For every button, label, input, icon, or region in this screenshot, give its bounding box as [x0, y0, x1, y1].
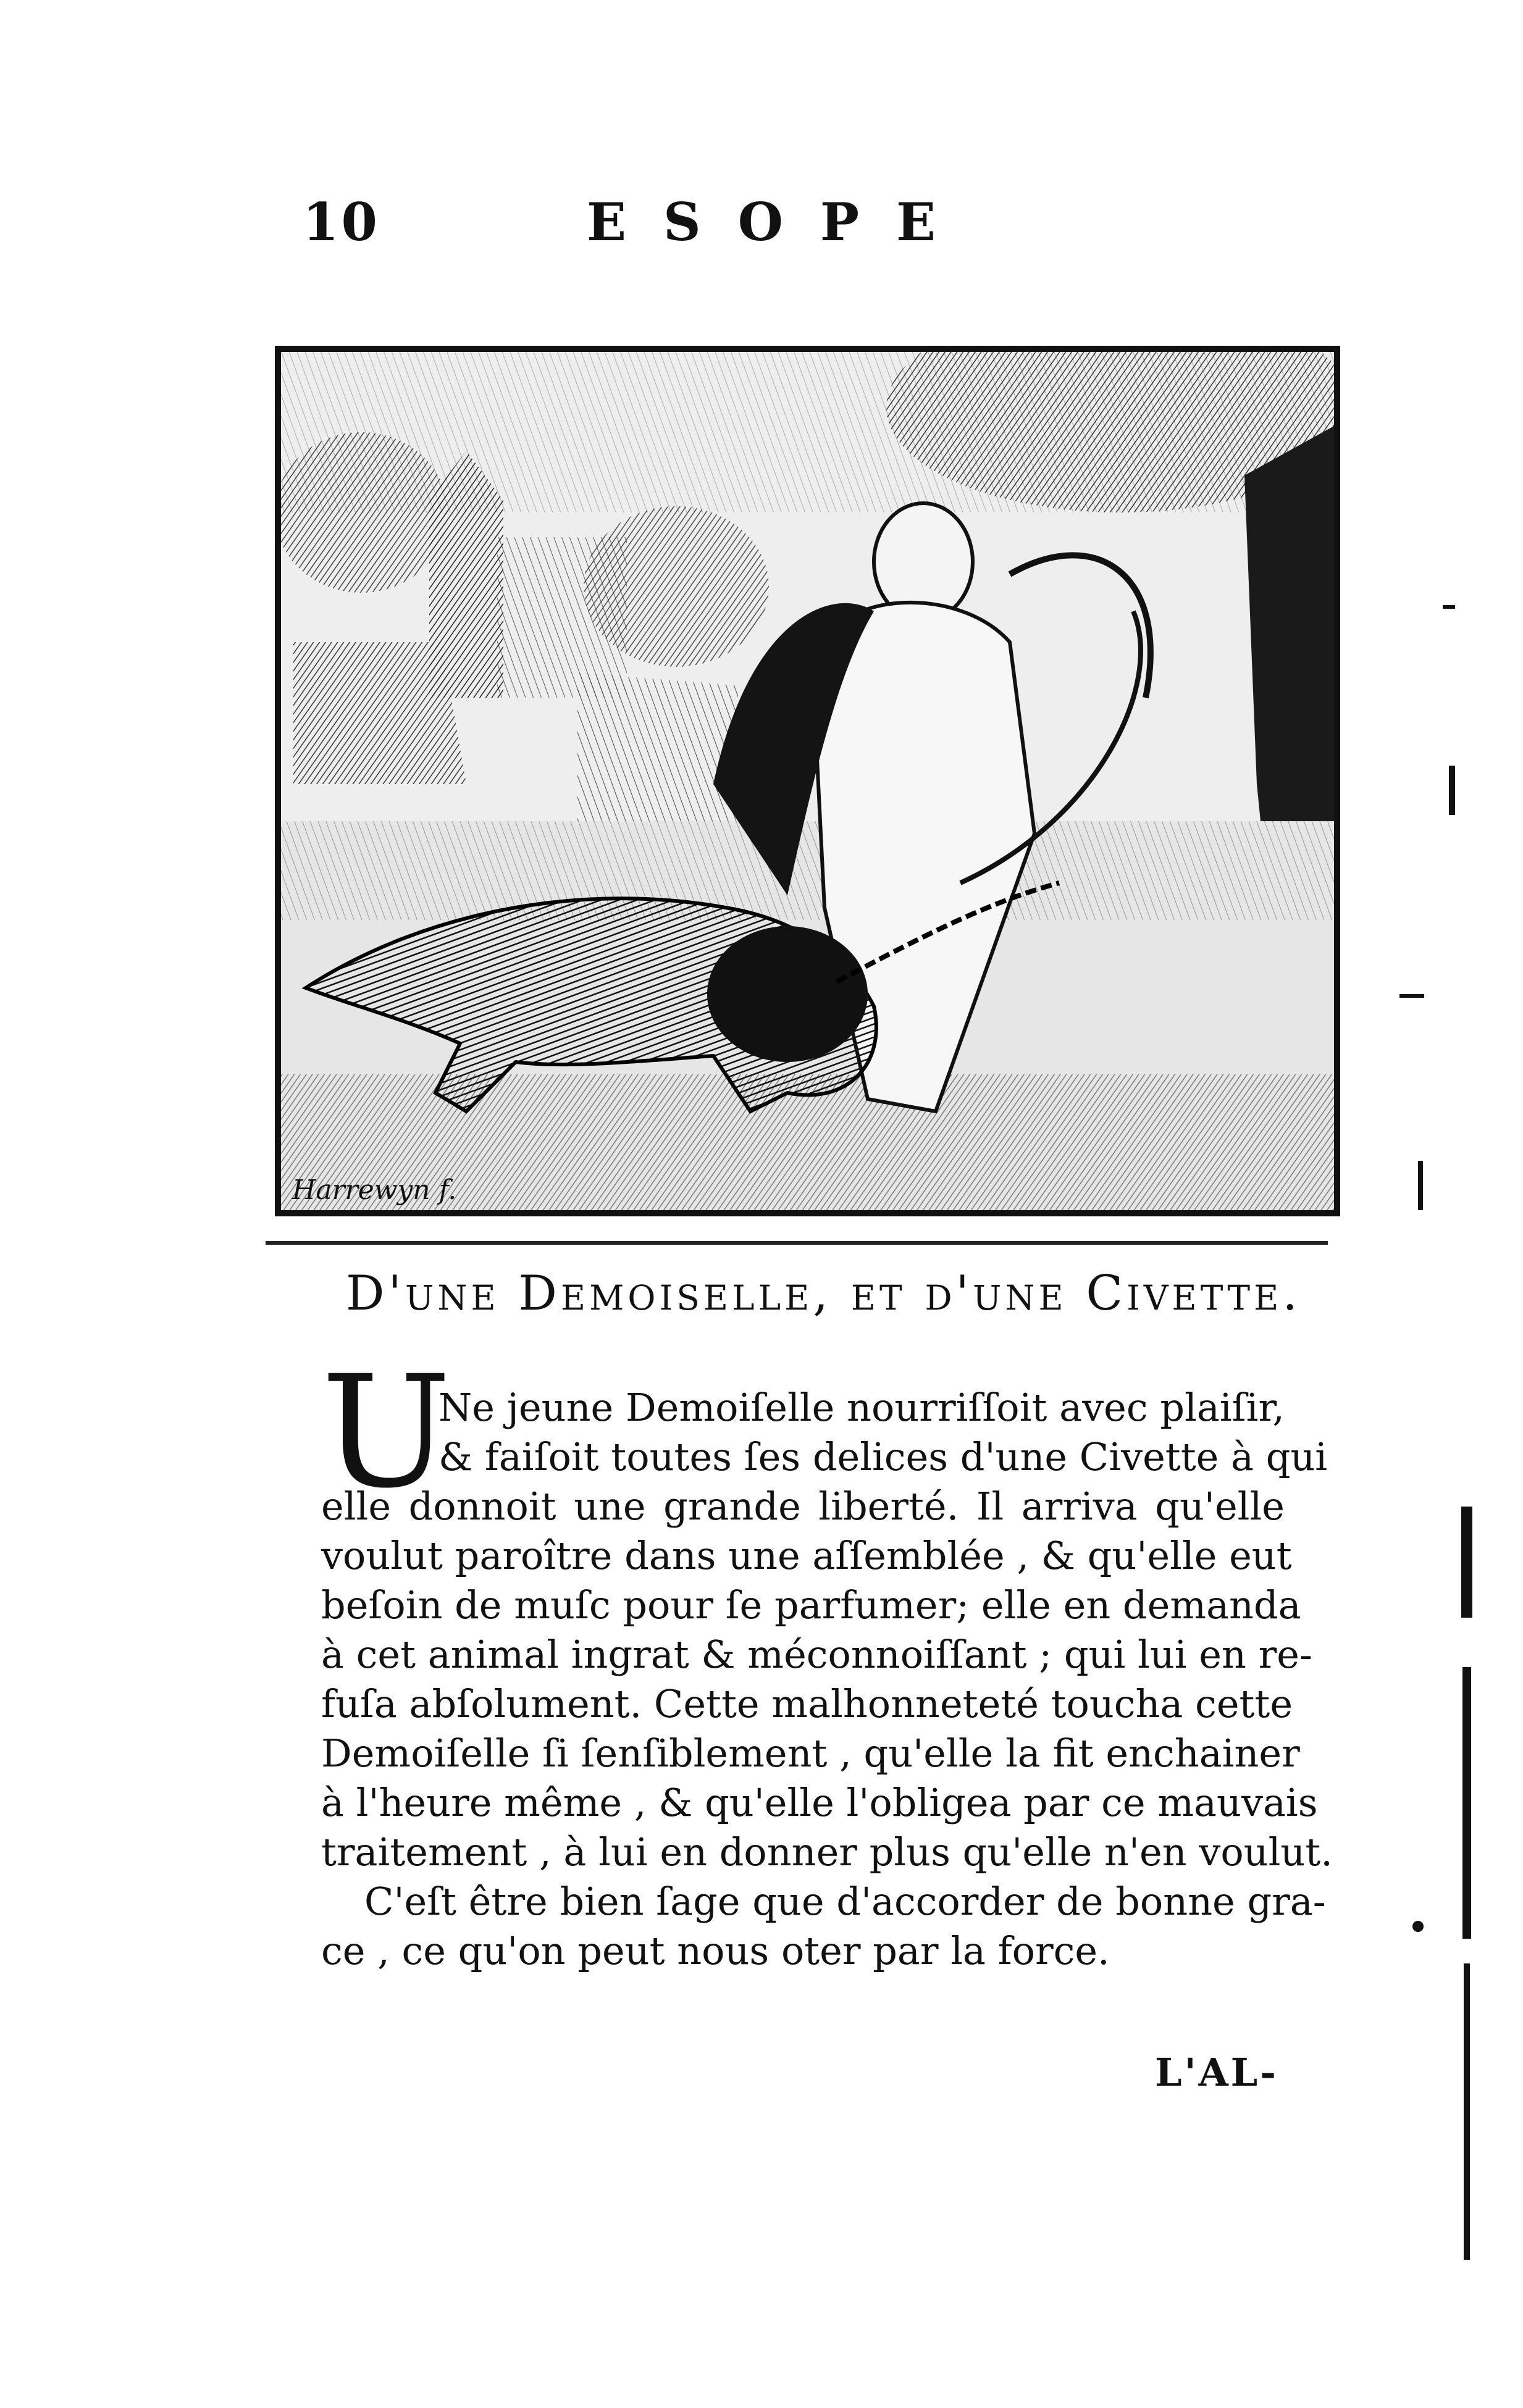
- text-line: traitement , à lui en donner plus qu'elle n'en voulut.: [321, 1829, 1333, 1875]
- text-line: beſoin de muſc pour ſe parfumer; elle en demanda: [321, 1582, 1301, 1628]
- text-line: Ne jeune Demoiſelle nourriſſoit avec plaiſir,: [438, 1385, 1285, 1430]
- fable-title: D'une Demoiselle, et d'une Civette.: [346, 1266, 1302, 1321]
- text-line: fuſa abſolument. Cette malhonneteté toucha cette: [321, 1681, 1293, 1726]
- drop-cap: U: [321, 1342, 451, 1522]
- text-line: voulut paroître dans une aſſemblée , & qu'elle eut: [321, 1533, 1292, 1578]
- moral-line: C'eſt être bien ſage que d'accorder de bonne gra-: [364, 1879, 1326, 1924]
- text-line: à cet animal ingrat & méconnoiſſant ; qui lui en re-: [321, 1632, 1312, 1677]
- plate-rule: [266, 1241, 1328, 1245]
- running-title: ESOPE: [587, 191, 973, 253]
- moral-line: ce , ce qu'on peut nous oter par la force.: [321, 1928, 1110, 1973]
- catchword: L'AL-: [1155, 2050, 1279, 2095]
- fable-text: [321, 1383, 1333, 1976]
- engraving-scene: [281, 352, 1334, 1210]
- text-line: Demoiſelle ſi ſenſiblement , qu'elle la fit enchainer: [321, 1731, 1300, 1776]
- text-line: elle donnoit une grande liberté. Il arriva qu'elle: [321, 1484, 1285, 1529]
- text-line: & faiſoit toutes ſes delices d'une Civette à qui: [438, 1434, 1328, 1479]
- text-line: à l'heure même , & qu'elle l'obligea par ce mauvais: [321, 1780, 1318, 1825]
- engraving-illustration: [275, 346, 1340, 1216]
- page-number: 10: [303, 191, 380, 253]
- engraver-signature: Harrewyn f.: [292, 1174, 457, 1206]
- running-head: [303, 191, 1328, 259]
- facing-page-bleed: [1325, 0, 1523, 2408]
